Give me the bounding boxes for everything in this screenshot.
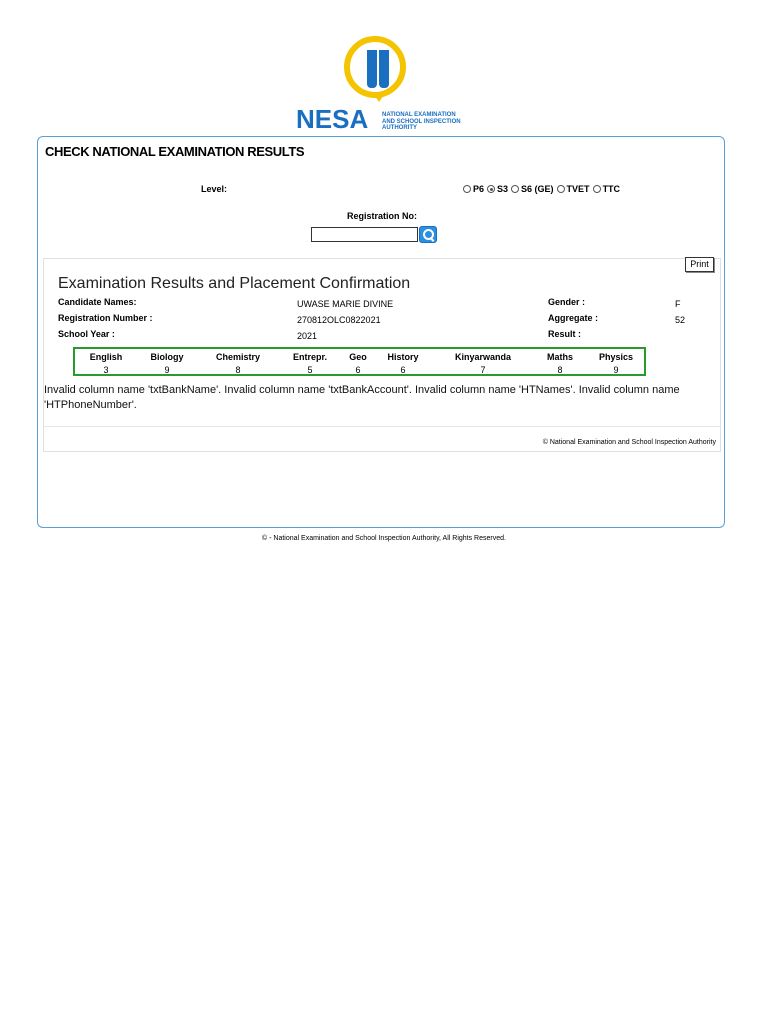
subject-cell: English 3 bbox=[89, 352, 123, 375]
subject-cell: Biology 9 bbox=[150, 352, 184, 375]
level-radio-p6[interactable]: P6 bbox=[463, 184, 484, 194]
level-radio-s6[interactable]: S6 (GE) bbox=[511, 184, 554, 194]
radio-icon[interactable] bbox=[593, 185, 601, 193]
level-radio-s3[interactable]: S3 bbox=[487, 184, 508, 194]
results-panel bbox=[37, 136, 725, 528]
radio-icon[interactable] bbox=[463, 185, 471, 193]
registration-label: Registration No: bbox=[347, 211, 418, 221]
logo-emblem-icon bbox=[344, 36, 406, 98]
candidate-label: Candidate Names: bbox=[58, 297, 137, 307]
print-button[interactable]: Print bbox=[685, 257, 714, 272]
nesa-logo bbox=[296, 34, 472, 134]
registration-input[interactable] bbox=[311, 227, 418, 242]
year-value: 2021 bbox=[297, 331, 318, 341]
inner-copyright: © National Examination and School Inspection Authority bbox=[542, 439, 716, 446]
subject-cell: Maths 8 bbox=[546, 352, 573, 375]
error-message: Invalid column name 'txtBankName'. Invalid column name 'txtBankAccount'. Invalid column name 'HTNames'. Invalid column name 'HTPhoneNumber'. bbox=[44, 384, 680, 411]
page-title: CHECK NATIONAL EXAMINATION RESULTS bbox=[45, 144, 305, 159]
regnum-value: 270812OLC0822021 bbox=[297, 315, 381, 325]
aggregate-value: 52 bbox=[675, 315, 686, 325]
subject-cell: Physics 9 bbox=[598, 352, 634, 375]
result-title: Examination Results and Placement Confirmation bbox=[58, 275, 411, 292]
subject-cell: Kinyarwanda 7 bbox=[454, 352, 512, 375]
level-radio-ttc[interactable]: TTC bbox=[593, 184, 621, 194]
divider bbox=[43, 426, 721, 427]
radio-checked-icon[interactable] bbox=[487, 185, 495, 193]
logo-subtitle: NATIONAL EXAMINATION AND SCHOOL INSPECTION AUTHORITY bbox=[382, 112, 461, 131]
subjects-table bbox=[73, 347, 646, 376]
level-label: Level: bbox=[201, 184, 228, 194]
logo-name: NESA bbox=[296, 104, 369, 134]
level-radio-group bbox=[463, 184, 623, 194]
subject-cell: Entrepr. 5 bbox=[292, 352, 327, 375]
page-footer: © - National Examination and School Inspection Authority, All Rights Reserved. bbox=[262, 535, 506, 542]
gender-label: Gender : bbox=[548, 297, 586, 307]
search-button[interactable] bbox=[419, 226, 437, 243]
regnum-label: Registration Number : bbox=[58, 313, 153, 323]
subject-cell: Chemistry 8 bbox=[215, 352, 260, 375]
subject-cell: Geo 6 bbox=[349, 352, 367, 375]
aggregate-label: Aggregate : bbox=[548, 313, 599, 323]
subject-cell: History 6 bbox=[387, 352, 419, 375]
gender-value: F bbox=[675, 299, 681, 309]
radio-icon[interactable] bbox=[511, 185, 519, 193]
candidate-value: UWASE MARIE DIVINE bbox=[297, 299, 394, 309]
year-label: School Year : bbox=[58, 329, 115, 339]
level-radio-tvet[interactable]: TVET bbox=[557, 184, 590, 194]
radio-icon[interactable] bbox=[557, 185, 565, 193]
result-label: Result : bbox=[548, 329, 582, 339]
